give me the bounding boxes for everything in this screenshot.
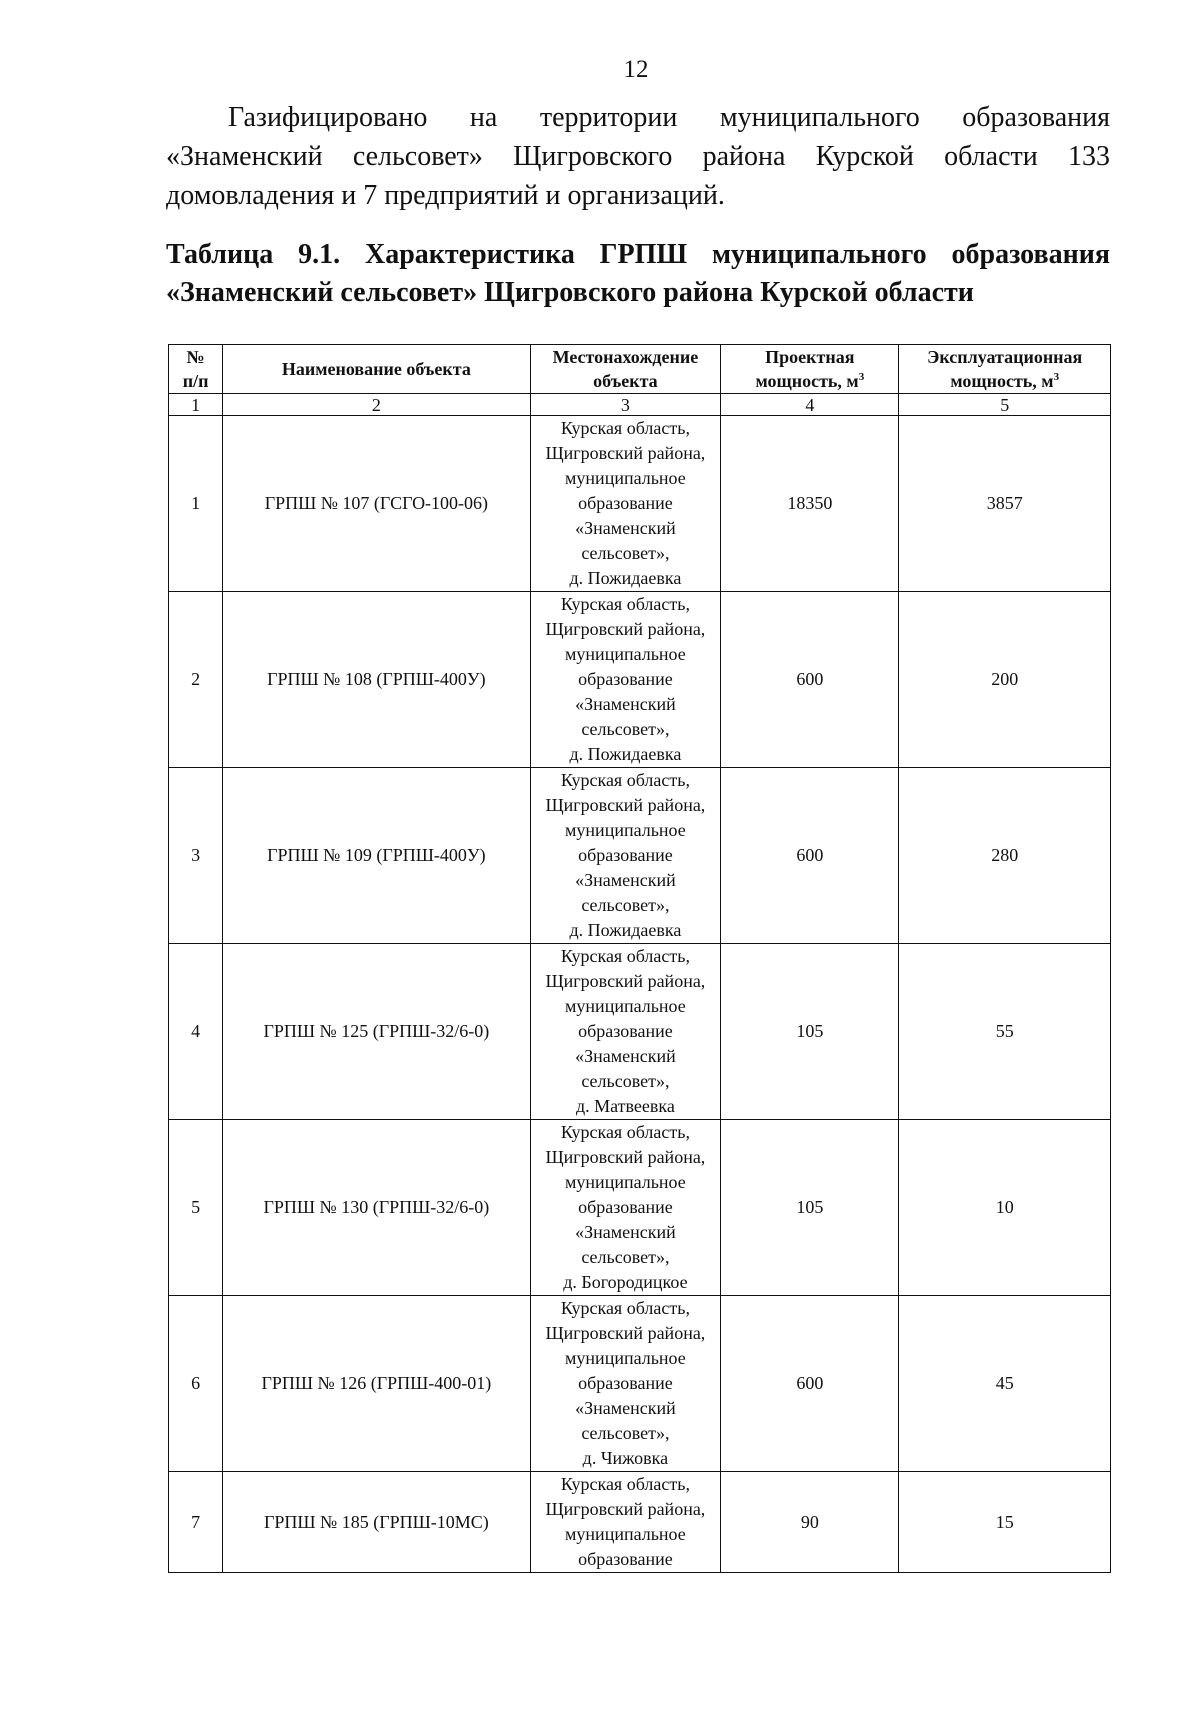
object-location [530,1472,721,1573]
location-line: муниципальное [565,1348,686,1368]
object-name: ГРПШ № 108 (ГРПШ-400У) [223,592,530,768]
design-capacity: 90 [721,1472,899,1573]
location-line: образование [578,1373,673,1393]
object-name: ГРПШ № 185 (ГРПШ-10МС) [223,1472,530,1573]
page-number: 12 [623,56,649,83]
design-capacity: 600 [721,1296,899,1472]
object-name: ГРПШ № 109 (ГРПШ-400У) [223,768,530,944]
design-capacity: 18350 [721,416,899,592]
column-number-row [169,394,1111,416]
object-name: ГРПШ № 130 (ГРПШ-32/6-0) [223,1120,530,1296]
location-line: Щигровский района, [545,1499,706,1519]
row-number: 6 [169,1296,223,1472]
design-capacity: 600 [721,592,899,768]
header-operating-capacity: Эксплуатационная мощность, $м^3$ [899,345,1111,394]
location-line: Курская область, [560,946,690,966]
location-line: д. Богородицкое [563,1272,688,1292]
location-line: Курская область, [560,1298,690,1318]
operating-capacity: 280 [899,768,1111,944]
column-number: 1 [169,394,223,416]
table-header-row [169,345,1111,394]
location-line: д. Пожидаевка [569,744,682,764]
table-row [169,416,1111,592]
table-row [169,592,1111,768]
location-line: муниципальное [565,996,686,1016]
object-location [530,592,721,768]
location-line: муниципальное [565,820,686,840]
location-line: «Знаменский [575,1222,676,1242]
table-row [169,944,1111,1120]
operating-capacity: 15 [899,1472,1111,1573]
object-location [530,1120,721,1296]
object-name: ГРПШ № 126 (ГРПШ-400-01) [223,1296,530,1472]
row-number: 7 [169,1472,223,1573]
header-num: № п/п [169,345,223,394]
location-line: «Знаменский [575,1046,676,1066]
object-name: ГРПШ № 107 (ГСГО-100-06) [223,416,530,592]
location-line: образование [578,1549,673,1569]
operating-capacity: 55 [899,944,1111,1120]
row-number: 5 [169,1120,223,1296]
table-caption-line1: Таблица 9.1. Характеристика ГРПШ муниципального образования [166,239,1110,270]
location-line: Курская область, [560,1122,690,1142]
table-row [169,1472,1111,1573]
table-row [169,1296,1111,1472]
intro-paragraph: Газифицировано на территории муниципального образования «Знаменский сельсовет» Щигровского района Курской области 133 домовладения и 7 предприятий и организаций. [166,102,1110,211]
header-design-capacity: Проектная мощность, $м^3$ [721,345,899,394]
object-location [530,944,721,1120]
row-number: 4 [169,944,223,1120]
column-number: 3 [530,394,721,416]
table-caption-line2: «Знаменский сельсовет» Щигровского района Курской области [166,277,974,308]
design-capacity: 105 [721,944,899,1120]
row-number: 1 [169,416,223,592]
operating-capacity: 3857 [899,416,1111,592]
object-location [530,1296,721,1472]
location-line: образование [578,669,673,689]
design-capacity: 600 [721,768,899,944]
object-location [530,768,721,944]
location-line: «Знаменский [575,870,676,890]
table-body [169,416,1111,1573]
location-line: муниципальное [565,1172,686,1192]
table-caption [166,236,1110,312]
location-line: Курская область, [560,770,690,790]
column-number: 5 [899,394,1111,416]
row-number: 2 [169,592,223,768]
location-line: муниципальное [565,468,686,488]
operating-capacity: 45 [899,1296,1111,1472]
location-line: «Знаменский [575,1398,676,1418]
location-line: Курская область, [560,418,690,438]
column-number: 4 [721,394,899,416]
location-line: сельсовет», [581,1071,670,1091]
location-line: Курская область, [560,1474,690,1494]
location-line: сельсовет», [581,1247,670,1267]
operating-capacity: 10 [899,1120,1111,1296]
location-line: образование [578,1197,673,1217]
location-line: сельсовет», [581,543,670,563]
location-line: муниципальное [565,1524,686,1544]
location-line: Щигровский района, [545,1147,706,1167]
location-line: образование [578,493,673,513]
location-line: «Знаменский [575,518,676,538]
location-line: сельсовет», [581,719,670,739]
location-line: Щигровский района, [545,1323,706,1343]
table-row [169,768,1111,944]
header-name: Наименование объекта [223,345,530,394]
row-number: 3 [169,768,223,944]
grpsh-table [168,344,1111,1573]
location-line: Щигровский района, [545,443,706,463]
object-location [530,416,721,592]
design-capacity: 105 [721,1120,899,1296]
column-number: 2 [223,394,530,416]
location-line: д. Чижовка [582,1448,669,1468]
location-line: д. Матвеевка [575,1096,675,1116]
location-line: Щигровский района, [545,971,706,991]
operating-capacity: 200 [899,592,1111,768]
table-row [169,1120,1111,1296]
location-line: Щигровский района, [545,795,706,815]
location-line: Курская область, [560,594,690,614]
location-line: д. Пожидаевка [569,920,682,940]
location-line: д. Пожидаевка [569,568,682,588]
location-line: сельсовет», [581,895,670,915]
location-line: «Знаменский [575,694,676,714]
location-line: муниципальное [565,644,686,664]
location-line: сельсовет», [581,1423,670,1443]
location-line: Щигровский района, [545,619,706,639]
header-location: Местонахождение объекта [530,345,721,394]
object-name: ГРПШ № 125 (ГРПШ-32/6-0) [223,944,530,1120]
location-line: образование [578,845,673,865]
location-line: образование [578,1021,673,1041]
